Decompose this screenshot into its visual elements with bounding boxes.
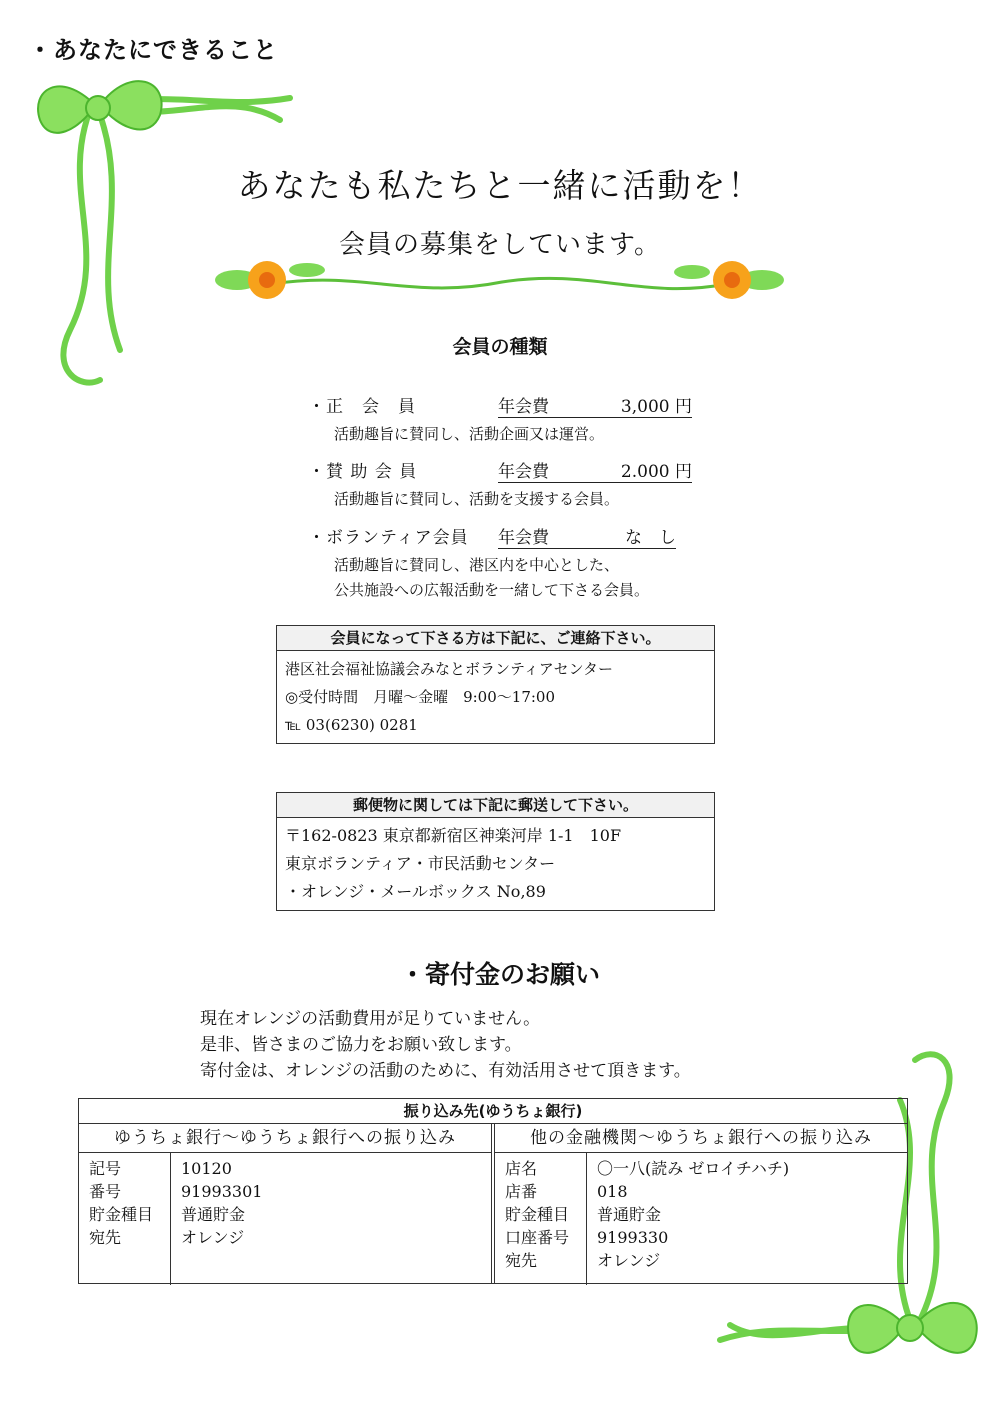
- bank-rows: [495, 1153, 907, 1285]
- bank-label: 番号: [89, 1182, 122, 1201]
- donation-line: 寄付金は、オレンジの活動のために、有効活用させて頂きます。: [200, 1061, 691, 1081]
- contact-org: 港区社会福祉協議会みなとボランティアセンター: [285, 660, 614, 678]
- bank-value: 10120: [181, 1159, 232, 1178]
- contact-box-body: [277, 651, 714, 743]
- member-fee: [498, 392, 692, 418]
- member-fee: [498, 457, 692, 483]
- mail-box: [276, 792, 715, 911]
- contact-box: [276, 625, 715, 744]
- member-type-volunteer: [308, 523, 676, 603]
- bank-labels: [79, 1153, 171, 1285]
- mail-address-line: ・オレンジ・メールボックス No,89: [285, 882, 546, 901]
- bank-value: 普通貯金: [181, 1205, 246, 1224]
- bank-label: 宛先: [89, 1228, 122, 1247]
- fee-label: 年会費: [498, 397, 549, 417]
- member-fee: [498, 523, 676, 549]
- mail-address-line: 東京ボランティア・市民活動センター: [285, 854, 556, 873]
- headline: あなたも私たちと一緒に活動を！: [237, 166, 763, 205]
- member-type-desc: 活動趣旨に賛同し、活動企画又は運営。: [334, 425, 605, 443]
- bank-label: 店番: [505, 1182, 538, 1201]
- contact-tel: ℡ 03(6230) 0281: [285, 716, 418, 734]
- fee-amount: な し: [625, 528, 676, 548]
- bank-column-title: 他の金融機関～ゆうちょ銀行への振り込み: [495, 1124, 907, 1153]
- bank-transfer-table: [78, 1098, 908, 1284]
- mail-box-body: [277, 818, 714, 910]
- member-type-name: ・正 会 員: [308, 397, 416, 417]
- bank-label: 宛先: [505, 1251, 538, 1270]
- member-type-regular: [308, 392, 692, 447]
- member-type-name: ・ボランティア会員: [308, 528, 469, 548]
- bank-label: 貯金種目: [505, 1205, 570, 1224]
- fee-amount: 3,000 円: [620, 397, 692, 417]
- donation-text: [200, 1006, 691, 1084]
- bank-values: [171, 1153, 262, 1285]
- bank-values: [587, 1153, 789, 1285]
- bank-label: 貯金種目: [89, 1205, 154, 1224]
- member-type-supporting: [308, 457, 692, 512]
- fee-amount: 2.000 円: [620, 462, 692, 482]
- bank-value: オレンジ: [181, 1228, 245, 1247]
- bank-value: 018: [597, 1182, 628, 1201]
- fee-label: 年会費: [498, 462, 549, 482]
- mail-box-header: 郵便物に関しては下記に郵送して下さい。: [277, 793, 714, 818]
- bank-table-columns: [79, 1124, 907, 1284]
- bank-value: 〇一八(読み ゼロイチハチ): [597, 1159, 790, 1178]
- member-type-desc: 活動趣旨に賛同し、活動を支援する会員。: [334, 490, 620, 508]
- bank-value: 普通貯金: [597, 1205, 662, 1224]
- desc-line: 活動趣旨に賛同し、港区内を中心とした、: [334, 556, 620, 574]
- bank-value: オレンジ: [597, 1251, 661, 1270]
- contact-box-header: 会員になって下さる方は下記に、ご連絡下さい。: [277, 626, 714, 651]
- member-types-title: 会員の種類: [452, 336, 548, 358]
- bank-column-title: ゆうちょ銀行～ゆうちょ銀行への振り込み: [79, 1124, 491, 1153]
- donation-line: 是非、皆さまのご協力をお願い致します。: [200, 1035, 522, 1055]
- bank-column-yucho: [79, 1124, 491, 1284]
- bank-label: 店名: [505, 1159, 538, 1178]
- member-type-name: ・賛 助 会 員: [308, 462, 418, 482]
- bank-value: 9199330: [597, 1228, 669, 1247]
- donation-line: 現在オレンジの活動費用が足りていません。: [200, 1009, 541, 1029]
- bank-labels: [495, 1153, 587, 1285]
- bank-label: 口座番号: [505, 1228, 570, 1247]
- bank-table-header: 振り込み先(ゆうちょ銀行): [79, 1099, 907, 1124]
- bank-rows: [79, 1153, 491, 1285]
- desc-line: 公共施設への広報活動を一緒して下さる会員。: [334, 581, 650, 599]
- donation-title: ・寄付金のお願い: [399, 960, 600, 989]
- corner-title: ・あなたにできること: [28, 36, 278, 64]
- bank-value: 91993301: [181, 1182, 263, 1201]
- mail-address-line: 〒162-0823 東京都新宿区神楽河岸 1-1 10F: [285, 826, 622, 845]
- bank-column-other: [491, 1124, 907, 1284]
- fee-label: 年会費: [498, 528, 549, 548]
- subheadline: 会員の募集をしています。: [339, 230, 661, 260]
- bank-label: 記号: [89, 1159, 122, 1178]
- contact-hours: ◎受付時間 月曜～金曜 9:00～17:00: [285, 688, 556, 706]
- member-type-desc: [308, 553, 676, 603]
